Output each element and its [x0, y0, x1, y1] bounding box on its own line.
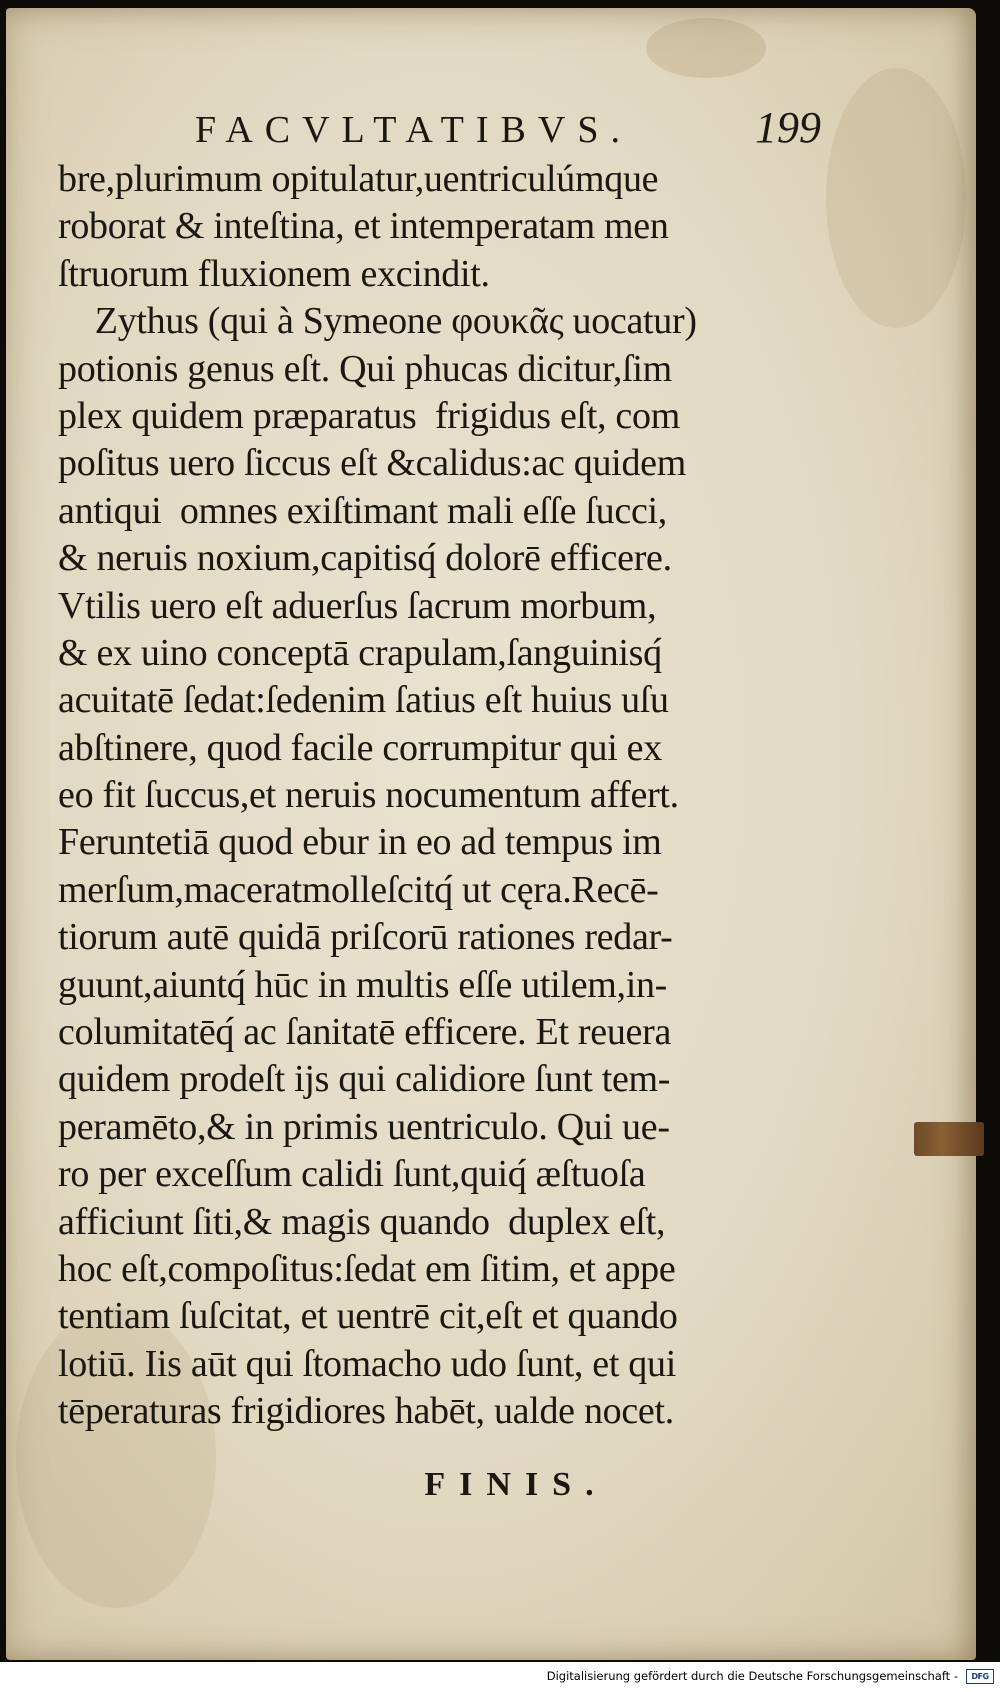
text-line: eo fit ſuccus,et neruis nocumentum affert.	[58, 774, 679, 817]
text-line: afficiunt ſiti,& magis quando duplex eſt,	[58, 1200, 666, 1243]
text-line: antiqui omnes exiſtimant mali eſſe ſucci,	[58, 489, 667, 532]
text-line: quidem prodeſt ijs qui calidiore ſunt tem-	[58, 1058, 671, 1101]
page-header	[0, 103, 1000, 158]
text-line: ro per exceſſum calidi ſunt,quiq́ æſtuoſa	[58, 1153, 646, 1196]
text-line: poſitus uero ſiccus eſt &calidus:ac quidem	[58, 442, 686, 485]
footer-bar	[0, 1662, 1000, 1692]
text-line: lotiū. Iis aūt qui ſtomacho udo ſunt, et qui	[58, 1342, 676, 1385]
funding-credit: Digitalisierung gefördert durch die Deutsche Forschungsgemeinschaft -	[546, 1669, 958, 1683]
text-line: roborat & inteſtina, et intemperatam men	[58, 205, 669, 248]
text-line: acuitatē ſedat:ſedenim ſatius eſt huius uſu	[58, 679, 669, 722]
dfg-logo-icon	[966, 1669, 994, 1684]
text-line: merſum,maceratmolleſcitq́ ut cęra.Recē-	[58, 868, 659, 911]
body-text	[58, 156, 838, 1436]
page-tab-marker	[914, 1122, 984, 1156]
text-line: Vtilis uero eſt aduerſus ſacrum morbum,	[58, 584, 657, 627]
text-line: bre,plurimum opitulatur,uentriculúmque	[58, 158, 659, 200]
finis-label: FINIS.	[424, 1466, 608, 1503]
text-line: & neruis noxium,capitisq́ dolorē efficere.	[58, 537, 672, 580]
text-line: potionis genus eſt. Qui phucas dicitur,ſim	[58, 347, 672, 390]
text-line: tiorum autē quidā priſcorū rationes redar-	[58, 916, 673, 959]
text-line: abſtinere, quod facile corrumpitur qui ex	[58, 726, 662, 769]
text-line: ſtruorum fluxionem excindit.	[58, 252, 490, 295]
text-line: plex quidem præparatus frigidus eſt, com	[58, 394, 680, 437]
text-line: columitatēq́ ac ſanitatē efficere. Et reuera	[58, 1011, 672, 1054]
text-line: Feruntetiā quod ebur in eo ad tempus im	[58, 821, 662, 864]
text-line: hoc eſt,compoſitus:ſedat em ſitim, et appe	[58, 1247, 676, 1290]
text-line: & ex uino conceptā crapulam,ſanguinisq́	[58, 631, 662, 674]
paper-stain	[646, 18, 766, 78]
text-line: guunt,aiuntq́ hūc in multis eſſe utilem,in-	[58, 963, 668, 1006]
text-line: tēperaturas frigidiores habēt, ualde nocet.	[58, 1390, 674, 1433]
page-number: 199	[755, 103, 821, 152]
dfg-logo-text: DFG	[971, 1672, 989, 1681]
text-line: tentiam ſuſcitat, et uentrē cit,eſt et quando	[58, 1295, 678, 1338]
paper-stain	[826, 68, 966, 328]
running-head: FACVLTATIBVS.	[195, 109, 632, 151]
text-line: peramēto,& in primis uentriculo. Qui ue-	[58, 1105, 670, 1148]
text-line: Zythus (qui à Symeone φουκᾶς uocatur)	[58, 300, 697, 343]
